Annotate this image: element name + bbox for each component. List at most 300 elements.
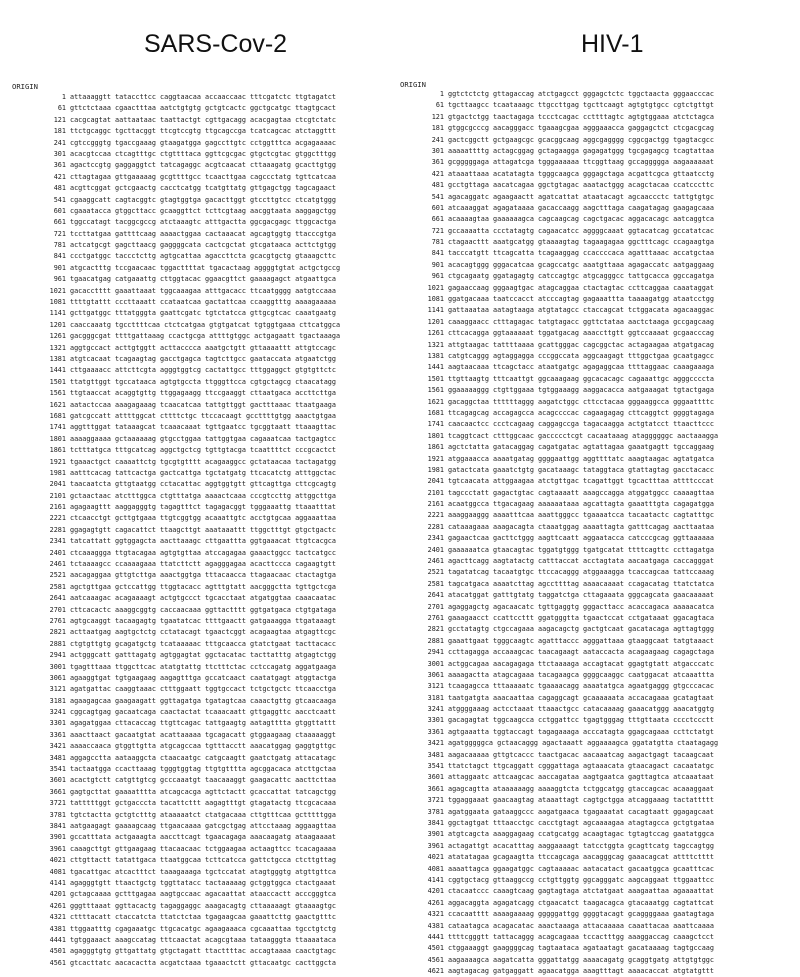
sequence-line [42,810,380,821]
sequence-text: tgtctactta gctgtctttg ataaaaatct ctatgacaaa cttgtttcaa gctttttgga [70,810,336,819]
sequence-text: ggctagtgat tttaacctgc cacctgtagt agcaaaagaa atagtagcca gctgtgataa [448,819,714,827]
sequence-text: gactcggctt gctgaagcgc gcacggcaag aggcgagggg cggcgactgg tgagtacgcc [448,135,714,144]
sequence-text: gcctatagtg ctgccagaaa aagacagctg gactgtcaat gacatacaga agttagtggg [448,625,714,634]
sequence-line [420,727,758,738]
sequence-text: gttctctaaa cgaactttaa aatctgtgtg gctgtcactc ggctgcatgc ttagtgcact [70,104,336,113]
position-number: 3061 [427,670,444,679]
sequence-line [420,795,758,806]
sequence-text: tactaatgga ccacttaaag tgggtggtag ttgtgtttta agcggacaca atcttgctaa [70,765,336,774]
position-number: 2041 [49,480,66,489]
sequence-text: agtgaaatta tggtaccagt tagagaaaga acccatagta ggagcagaaa ccttctatgt [448,727,714,736]
sequence-text: ctacaatccc caaagtcaag gagtagtaga atctatgaat aaagaattaa agaaaattat [448,887,714,896]
sequence-line [420,89,758,100]
sequence-text: tcaagagcca tttaaaaatc tgaaaacagg aaaatatgca agaatgaggg gtgcccacac [448,682,714,691]
position-number: 3721 [427,796,444,805]
sequence-line [420,693,758,704]
sequence-line [420,772,758,783]
sequence-line [420,966,758,977]
sequence-line [42,103,380,114]
position-number: 3841 [427,819,444,827]
sequence-line [420,602,758,613]
sequence-line [42,570,380,581]
sequence-text: tgagtttaaa ttggcttcac atatgtattg ttctttctac cctccagatg aggatgaaga [70,662,336,671]
hiv-1-origin-label: ORIGIN [400,80,426,89]
sequence-line [420,317,758,328]
position-number: 1141 [427,306,444,315]
position-number: 3961 [427,841,444,850]
sequence-text: gaaattgaat tgggcaagtc agatttaccc agggattaaa gtaaggcaat tatgtaaact [448,636,714,645]
position-number: 4441 [427,932,444,941]
sequence-text: tgaaactgct caaaattctg tgcgtgtttt acagaaggcc gctataacaa tactagatgg [70,457,336,466]
sequence-text: ttttcgggtt tattacaggg acagcagaaa tccactttgg aaaggaccag caaagctcct [448,932,714,941]
position-number: 601 [53,206,66,215]
sequence-line [420,146,758,157]
sequence-line [420,670,758,681]
sequence-text: agctgttgaa gctccattgg ttggtacacc agtttgtatt aacgggctta tgttgctcga [70,582,336,591]
sequence-line [420,169,758,180]
sequence-line [420,499,758,510]
position-number: 4021 [49,856,66,865]
position-number: 1921 [49,457,66,466]
sequence-text: gctaactaac atctttggca ctgtttatga aaaactcaaa cccgtccttg attggcttga [70,491,336,500]
sequence-line [420,681,758,692]
position-number: 2761 [49,616,66,625]
position-number: 361 [431,158,444,167]
position-number: 1321 [49,343,66,352]
sequence-text: tgaacatgag catgaaattg cttggtacac ggaacgttct gaaaagagct atgaattgca [70,275,336,284]
position-number: 1681 [427,408,444,417]
sequence-text: atgtcagcta aaaggagaag ccatgcatgg acaagtagac tgtagtccag gaatatggca [448,830,714,839]
sequence-line [42,707,380,718]
position-number: 1501 [49,377,66,386]
sequence-line [420,921,758,932]
position-number: 301 [53,149,66,158]
position-number: 241 [431,135,444,144]
position-number: 1261 [49,332,66,341]
sequence-text: tatcattatt ggtggagcta aacttaaagc cttgaattta ggtgaaacat ttgtcacgca [70,537,336,546]
sequence-text: cttgttactt tatattgaca ttaatggcaa tcttcatcca gattctgcca ctcttgttag [70,856,336,865]
position-number: 2641 [427,591,444,600]
sequence-text: agactccgtg gaggaggtct tatcagaggc acgtcaacat cttaaagatg gcacttgtgg [70,161,336,170]
sequence-line [420,510,758,521]
position-number: 4381 [427,921,444,930]
position-number: 3601 [49,776,66,785]
sequence-line [42,308,380,319]
sequence-line [42,502,380,513]
sequence-line [42,787,380,798]
sequence-line [42,889,380,900]
sequence-text: tctttatgca tttgcatcag aggctgctcg tgttgtacga tcaattttct cccgcactct [70,446,336,455]
sequence-line [420,886,758,897]
position-number: 121 [53,115,66,124]
sequence-line [42,753,380,764]
position-number: 1801 [49,434,66,443]
sequence-text: ttatgttggt tgccataaca agtgtgccta ttgggttcca cgtgctagcg ctaacatagg [70,377,336,386]
sequence-line [42,650,380,661]
position-number: 661 [431,215,444,224]
position-number: 3001 [427,659,444,668]
position-number: 2161 [49,503,66,512]
position-number: 3121 [427,682,444,691]
sequence-line [420,340,758,351]
sequence-line [420,419,758,430]
sequence-line [42,582,380,593]
sequence-line [42,138,380,149]
sequence-line [42,457,380,468]
sequence-text: actagattgt acacatttag aaggaaaagt tatcctggta gcagttcatg tagccagtgg [448,841,714,850]
sequence-line [42,149,380,160]
position-number: 1921 [427,454,444,463]
sequence-text: agagggtgtg gttgattatg gtgctagatt ttacttttac accagtaaaa caactgtagc [70,947,336,956]
sequence-line [42,684,380,695]
sequence-line [420,852,758,863]
sequence-line [42,217,380,228]
sequence-line [42,935,380,946]
sequence-line [420,488,758,499]
sequence-line [42,741,380,752]
sequence-line [42,479,380,490]
sequence-line [420,408,758,419]
position-number: 2521 [49,571,66,580]
sequence-line [42,263,380,274]
sequence-text: actggcagaa aacagagaga ttctaaaaga accagtacat ggagtgtatt atgacccatc [448,659,714,668]
sars-cov-2-sequence [42,92,380,969]
position-number: 1381 [427,351,444,360]
sequence-line [420,841,758,852]
position-number: 1 [61,93,66,101]
position-number: 3301 [49,719,66,728]
sequence-line [42,867,380,878]
sequence-line [420,807,758,818]
sequence-text: acacagtggg gggacatcaa gcagccatgc aaatgttaaa agagaccatc aatgaggaag [448,260,714,269]
sequence-line [420,226,758,237]
sequence-text: ttcagagcag accagagcca acagccccac cagaagagag cttcaggtct ggggtagaga [448,408,714,417]
sequence-line [420,100,758,111]
position-number: 841 [431,249,444,258]
sequence-line [42,958,380,969]
sequence-line [420,590,758,601]
position-number: 4261 [49,901,66,910]
sequence-line [420,533,758,544]
sequence-text: aagacaaaaa gttgtcaccc taactgacac aacaaatcag aagactgagt tacaagcaat [448,750,714,759]
sequence-text: ggtctctctg gttagaccag atctgagcct gggagctctc tggctaacta gggaacccac [448,90,714,98]
sequence-text: caacaactcc ccctcagaag caggagccga tagacaagga actgtatcct ttaacttccc [448,420,714,429]
sequence-text: gattaaataa aatagtaaga atgtatagcc ctaccagcat tctggacata agacaaggac [448,306,714,315]
sequence-line [42,388,380,399]
sequence-text: gaaaaaatca gtaacagtac tggatgtggg tgatgcatat ttttcagttc ccttagatga [448,545,714,554]
sequence-line [42,912,380,923]
sequence-line [420,283,758,294]
position-number: 361 [53,161,66,170]
sequence-text: ctggaaaggt gaaggggcag tagtaataca agataatagt gacataaaag tagtgccaag [448,944,714,953]
position-number: 2101 [49,491,66,500]
sequence-line [420,214,758,225]
sequence-line [420,784,758,795]
hiv-1-sequence [420,89,758,977]
sequence-text: aatcaaagac acagaaaagt actgtgccct tgcacctaat atgatggtaa caaacaatac [70,594,336,603]
position-number: 481 [431,181,444,190]
position-number: 4441 [49,935,66,944]
position-number: 4501 [49,947,66,956]
position-number: 781 [53,241,66,250]
sequence-line [42,844,380,855]
position-number: 2341 [427,534,444,543]
position-number: 3181 [427,693,444,702]
sequence-line [42,593,380,604]
position-number: 481 [53,184,66,193]
sequence-line [42,673,380,684]
position-number: 541 [431,192,444,201]
sequence-text: atacatggat gatttgtatg taggatctga cttagaaata gggcagcata gaacaaaaat [448,591,714,600]
sequence-line [420,180,758,191]
sequence-text: agtgcaaggt tacaagagtg tgaatatcac ttttgaactt gatgaaagga ttgataaagt [70,616,336,625]
sequence-line [42,240,380,251]
position-number: 3361 [49,730,66,739]
position-number: 4501 [427,944,444,953]
sequence-text: actcatgcgt gagcttaacg gaggggcata cactcgctat gtcgataaca acttctgtgg [70,241,336,250]
position-number: 4081 [427,864,444,873]
position-number: 1141 [49,309,66,318]
position-number: 601 [431,203,444,212]
sequence-text: ctcaaaggga ttgtacagaa agtgtgttaa atccagagaa gaaactggcc tactcatgcc [70,548,336,557]
position-number: 1681 [49,411,66,420]
sequence-text: taacaatcta gttgtaatgg cctacattac aggtggtgtt gttcagttga cttcgcagtg [70,480,336,489]
sequence-line [42,354,380,365]
sequence-text: gagtgcttat gaaaatttta atcagcacga agttctactt gcaccattat tatcagctgg [70,787,336,796]
sequence-text: cataatagca acagacatac aaactaaaga attacaaaaa caaattacaa aaattcaaaa [448,921,714,930]
position-number: 1861 [427,443,444,452]
sequence-line [420,647,758,658]
sars-cov-2-title: SARS-Cov-2 [144,30,288,58]
sequence-line [420,898,758,909]
sequence-line [420,818,758,829]
sequence-line [420,909,758,920]
sequence-text: agagcagtta ataaaaaagg aaaaggtcta tctggcatgg gtaccagcac acaaaggaat [448,784,714,793]
sequence-text: acttaatgag aagtgctctg cctatacagt tgaactcggt acagaagtaa atgagttcgc [70,628,336,637]
position-number: 1741 [49,423,66,432]
position-number: 1021 [427,283,444,292]
position-number: 2881 [49,639,66,648]
sequence-text: tagccctatt gagactgtac cagtaaaatt aaagccagga atggatggcc caaaagttaa [448,488,714,497]
position-number: 3181 [49,696,66,705]
sequence-text: tgtcaacata attggaagaa atctgttgac tcagattggt tgcactttaa attttcccat [448,477,714,486]
sequence-text: agacaggatc agaagaactt agatcattat ataatacagt agcaaccctc tattgtgtgc [448,192,714,201]
sequence-text: cgtccgggtg tgaccgaaag gtaagatgga gagccttgtc cctggtttca acgagaaaac [70,138,336,147]
sequence-text: attaaaggtt tataccttcc caggtaacaa accaaccaac tttcgatctc ttgtagatct [70,93,336,101]
sequence-line [420,385,758,396]
sequence-line [420,875,758,886]
sequence-line [420,704,758,715]
sequence-text: cgaaataccа gtggcttacc gcaaggttct tcttcgtaag aacggtaata aaggagctgg [70,206,336,215]
position-number: 1441 [49,366,66,375]
sequence-line [420,465,758,476]
sequence-text: attaggaatc attcaagcac aaccagataa aagtgaatca gagttagtca atcaaataat [448,773,714,782]
sequence-line [420,397,758,408]
sequence-line [420,715,758,726]
sequence-text: gacgggcgat ttttgattaaag ccactgcga attttgtggc actgagaatt tgactaaaga [70,332,341,341]
position-number: 1501 [427,374,444,383]
sequence-line [42,718,380,729]
sequence-text: ggatgacaaa taatccacct atcccagtag gagaaattta taaaagatgg ataatcctgg [448,295,714,304]
sequence-line [420,567,758,578]
sequence-text: ttgtaaccat acaggtgttg ttggagaagg ttccgaaggt cttaatgaca accttcttga [70,389,336,398]
position-number: 2341 [49,537,66,546]
sequence-text: tctaaaagcc ccaaaagaaa ttatcttctt agagggagaa acacttccca cagaagtgtt [70,560,336,569]
position-number: 1081 [49,298,66,307]
sequence-text: tacccatgtt ttcagcatta tcagaaggag ccaccccaca agatttaaac accatgctaa [448,249,714,258]
sars-cov-2-origin-label: ORIGIN [12,82,38,91]
sequence-text: gccaaaatta ccctatagtg cagaacatcc aggggcaaat ggtacatcag gccatatcac [448,226,714,235]
sequence-line [42,468,380,479]
sequence-text: ttatctagct ttgcaggatt cgggattaga agtaaacata gtaacagact cacaatatgc [448,762,714,771]
sequence-line [420,955,758,966]
position-number: 3241 [49,708,66,717]
position-number: 181 [431,124,444,133]
sequence-text: acgttcggat gctcgaactg cacctcatgg tcatgttatg gttgagctgg tagcagaact [70,184,336,193]
sequence-line [42,251,380,262]
sequence-line [420,431,758,442]
position-number: 2161 [427,500,444,509]
position-number: 1021 [49,286,66,295]
position-number: 2581 [49,582,66,591]
sequence-text: agagatggaa cttacaccag ttgttcagac tattgaagtg aatagtttta gtggttattt [70,719,336,728]
sequence-text: aatactccaa aaagagaaag tcaacatcaa tattgttggt gactttaaac ttaatgaaga [70,400,336,409]
sequence-line [420,248,758,259]
sequence-line [420,613,758,624]
position-number: 3481 [49,753,66,762]
sequence-line [42,206,380,217]
sequence-line [42,343,380,354]
sequence-line [42,126,380,137]
sequence-line [42,662,380,673]
sequence-text: aggagcctta aataaggcta ctaacaatgc catgcaagtt gaatctgatg attacatagc [70,753,336,762]
sequence-text: gcctgttaga aacatcagaa ggctgtagac aaatactggg acagctacaa ccatcccttc [448,181,714,190]
sequence-line [420,522,758,533]
sequence-text: taatgatgta aaacaattaa cagaggcagt gcaaaaaata accacagaaa gcatagtaat [448,693,714,702]
sequence-line [42,183,380,194]
sequence-line [420,294,758,305]
sequence-text: gggtttaaat ggttacactg tagaggaggc aaagacagtg cttaaaaagt gtaaaagtgc [70,901,336,910]
sequence-line [42,320,380,331]
sequence-text: ccttagagga accaaagcac taacagaagt aataccacta acagaagaag cagagctaga [448,648,714,657]
sequence-text: tatttttggt gctgacccta tacattcttt aagagtttgt gtagatactg ttcgcacaaa [70,799,336,808]
sequence-text: acaaaagtaa gaaaaaagca cagcaagcag cagctgacac aggacacagc aatcaggtca [448,215,714,224]
position-number: 421 [53,172,66,181]
position-number: 721 [53,229,66,238]
position-number: 961 [431,272,444,281]
sequence-line [42,855,380,866]
position-number: 2821 [427,625,444,634]
sequence-line [420,271,758,282]
sequence-line [42,627,380,638]
sequence-text: tagatatcag tacaatgtgc ttccacaggg atggaaagga tcaccagcaa tattccaaag [448,568,714,577]
position-number: 2521 [427,568,444,577]
position-number: 61 [435,101,444,110]
sequence-text: cggtgctacg gttaaggccg cctgttggtg ggcagggatc aagcaggaat ttggaattcc [448,875,714,884]
sequence-text: agaggagctg agacaacatc tgttgaggtg gggacttacc acaccagaca aaaaacatca [448,602,714,611]
position-number: 4561 [49,958,66,967]
sequence-text: aaacttaact gacaatgtat acattaaaaa tgcagacatt gtggaagaag ctaaaaaggt [70,730,336,739]
sequence-line [420,864,758,875]
position-number: 1561 [427,386,444,395]
position-number: 4561 [427,955,444,964]
position-number: 2701 [427,602,444,611]
position-number: 901 [431,260,444,269]
sequence-line [42,411,380,422]
sequence-line [420,237,758,248]
sequence-line [42,286,380,297]
sequence-text: gcttgatggc tttatgggta gaattcgatc tgtctatcca gttgcgtcac caaatgaatg [70,309,336,318]
position-number: 3661 [427,784,444,793]
sequence-text: tgtggaaact aaagccatag tttcaactat acagcgtaaa tataagggta ttaaaataca [70,935,336,944]
sequence-text: aaaattagca ggaagatggc cagtaaaaac aatacatact gacaatggca gcaatttcac [448,864,714,873]
position-number: 2941 [49,651,66,660]
position-number: 4021 [427,853,444,862]
position-number: 1801 [427,431,444,440]
sequence-text: ccacaatttt aaaagaaaag gggggattgg ggggtacagt gcaggggaaa gaatagtaga [448,910,714,919]
sequence-text: ttgttaagtg tttcaattgt ggcaaagaag ggcacacagc cagaaattgc agggccccta [448,374,714,383]
position-number: 1861 [49,446,66,455]
sequence-text: cttagtagaa gttgaaaaag gcgttttgcc tcaacttgaa cagccctatg tgttcatcaa [70,172,336,181]
sequence-text: aagtaacaaa ttcagctacc ataatgatgc agagaggcaa ttttaggaac caaagaaaga [448,363,714,372]
position-number: 421 [431,169,444,178]
sequence-text: ttttgtattt cccttaaatt ccataatcaa gactattcaa ccaaggtttg aaaagaaaaa [70,298,336,307]
position-number: 4201 [49,890,66,899]
position-number: 4621 [427,967,444,976]
sequence-line [42,924,380,935]
sequence-text: agatgggggca gctaacaggg agactaaatt aggaaaagca ggatatgtta ctaatagagg [448,739,719,748]
sequence-text: actgggcatt gatttagatg agtggagtat ggctacatac tacttatttg atgagtctgg [70,651,336,660]
sequence-line [42,445,380,456]
position-number: 1561 [49,389,66,398]
sequence-line [420,351,758,362]
position-number: 721 [431,226,444,235]
sequence-line [42,491,380,502]
position-number: 3961 [49,844,66,853]
sequence-line [420,943,758,954]
sequence-line [42,775,380,786]
sequence-line [420,476,758,487]
sequence-text: agagaagttt aaggagggtg tagagtttct tagagacggt tgggaaattg ttaaatttat [70,503,336,512]
sequence-text: aggtttggat tataaagcat tcaaacaaat tgttgaatcc tgcggtaatt ttaaagttac [70,423,336,432]
sequence-line [420,362,758,373]
sequence-line [420,260,758,271]
position-number: 3061 [49,673,66,682]
position-number: 2461 [49,560,66,569]
position-number: 1081 [427,295,444,304]
sequence-text: aaaggaaggg aaaatttcaa aaattgggcc tgaaaatcca tacaatactc cagtatttgc [448,511,714,520]
sequence-text: atggggaaag actcctaaat ttaaactgcc catacaaaag gaaacatggg aaacatggtg [448,705,714,714]
sequence-line [42,730,380,741]
sequence-line [420,659,758,670]
position-number: 4141 [49,878,66,887]
sequence-text: agagggtgtt ttaactgctg tggttatacc tactaaaaag gctggtggca ctactgaaat [70,878,336,887]
sequence-text: ggagagtgtt cagacattct ttaagcttgt aaataaattt ttggctttgt gtgctgactc [70,525,336,534]
sequence-line [420,442,758,453]
position-number: 841 [53,252,66,261]
sequence-line [42,832,380,843]
sequence-text: gatactcata gaaatctgtg gacataaagc tataggtaca gtattagtag gacctacacc [448,465,714,474]
sequence-line [42,821,380,832]
sequence-line [42,901,380,912]
position-number: 1261 [427,329,444,338]
sequence-line [42,548,380,559]
sequence-text: gagaaccaag gggaagtgac atagcaggaa ctactagtac ccttcaggaa caaataggat [448,283,714,292]
sequence-line [42,331,380,342]
sequence-line [420,203,758,214]
position-number: 3901 [49,833,66,842]
position-number: 2461 [427,557,444,566]
